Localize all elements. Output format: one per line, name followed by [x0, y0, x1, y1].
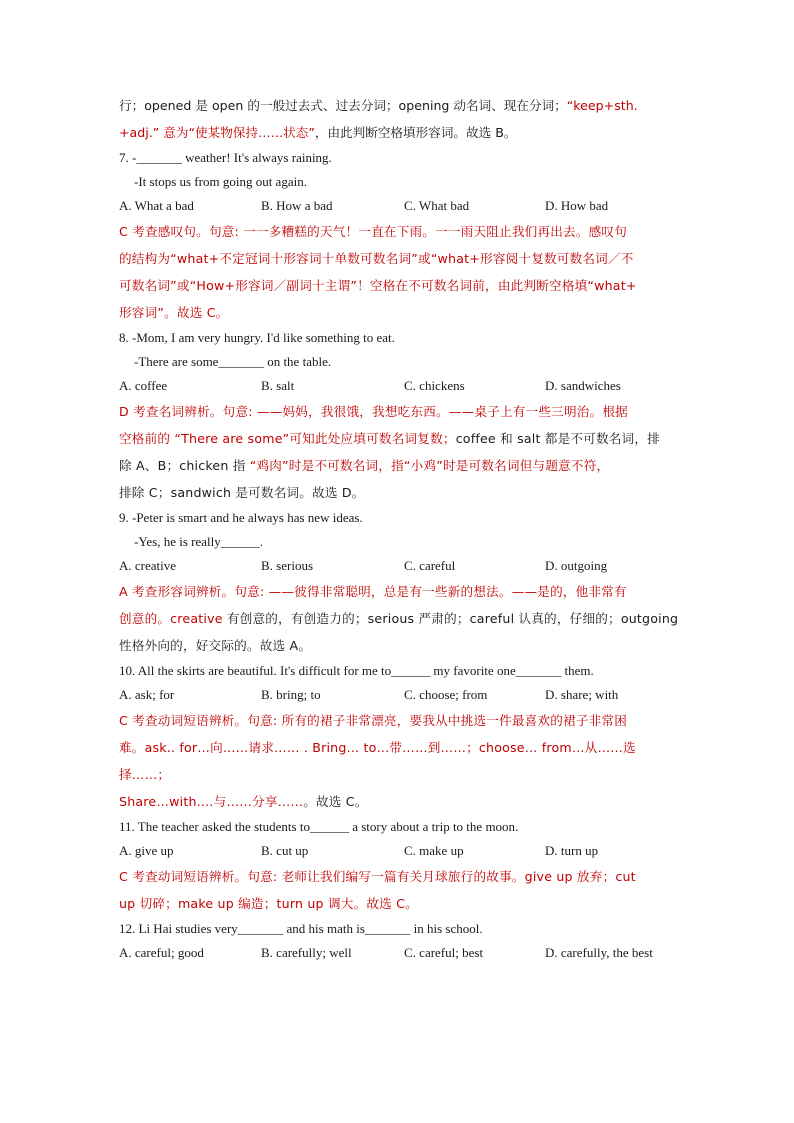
- option-a: A. give up: [119, 843, 174, 858]
- option-a: A. ask; for: [119, 687, 175, 702]
- question-stem: 9. -Peter is smart and he always has new ideas.: [119, 510, 363, 525]
- text: 排除 C；sandwich 是可数名词。故选 D。: [119, 485, 365, 500]
- text: 难。ask.. for…向……请求…… . Bring… to…带……到……；choose… from…从……选: [119, 740, 636, 755]
- answer-explanation: [119, 863, 679, 917]
- text: 空格前的: [119, 431, 171, 446]
- question-stem: 11. The teacher asked the students to______ a story about a trip to the moon.: [119, 819, 519, 834]
- option-d: D. outgoing: [545, 558, 608, 573]
- text: A 考查形容词辨析。句意:: [119, 584, 269, 599]
- question-8: [119, 326, 679, 506]
- text: 可数名词”或“How+形容词／副词十主谓”！空格在不可数名词前，由此判断空格填“what+: [119, 278, 637, 293]
- option-c: C. choose; from: [404, 687, 488, 702]
- answer-explanation: [119, 398, 679, 506]
- options: [119, 839, 679, 863]
- answer-explanation: [119, 707, 679, 815]
- text: “鸡肉”时是不可数名词，指“小鸡”时是可数名词但与题意不符，: [245, 458, 610, 473]
- text: 有创意的，有创造力的；serious 严肃的；careful 认真的，仔细的；outgoing: [226, 611, 679, 626]
- prev-answer-explanation: [119, 92, 679, 146]
- text: D 考查名词辨析。句意:: [119, 404, 257, 419]
- option-a: A. What a bad: [119, 198, 194, 213]
- option-b: B. carefully; well: [261, 945, 352, 960]
- text: ，由此判断空格填形容词。故选 B。: [314, 125, 517, 140]
- question-11: [119, 815, 679, 917]
- options: [119, 554, 679, 578]
- answer-explanation: [119, 578, 679, 659]
- question-7: [119, 146, 679, 326]
- text: “There are some”可知此处应填可数名词复数；: [170, 431, 456, 446]
- text: 行；opened 是 open 的一般过去式、过去分词；opening 动名词、现在分词；: [119, 98, 567, 113]
- options: [119, 374, 679, 398]
- text: 择……；: [119, 767, 171, 782]
- text: “keep+sth.: [566, 98, 638, 113]
- text: 形容词”。故选 C。: [119, 305, 229, 320]
- text: up 切碎；make up 编造；turn up 调大。故选 C。: [119, 896, 418, 911]
- option-c: C. make up: [404, 843, 464, 858]
- text: 性格外向的，好交际的。故选 A。: [119, 638, 312, 653]
- option-c: C. careful: [404, 558, 456, 573]
- option-c: C. chickens: [404, 378, 465, 393]
- text: +adj.” 意为“使某物保持……状态”: [119, 125, 315, 140]
- question-stem-reply: -There are some_______ on the table.: [134, 354, 332, 369]
- question-stem: 8. -Mom, I am very hungry. I'd like something to eat.: [119, 330, 395, 345]
- question-stem-reply: -It stops us from going out again.: [134, 174, 307, 189]
- text: ——妈妈，我很饿，我想吃东西。: [256, 404, 449, 419]
- page-content: [119, 92, 679, 965]
- options: [119, 194, 679, 218]
- option-d: D. carefully, the best: [545, 945, 653, 960]
- text: 除 A、B；chicken 指: [119, 458, 246, 473]
- option-c: C. careful; best: [404, 945, 484, 960]
- option-d: D. share; with: [545, 687, 619, 702]
- option-a: A. creative: [119, 558, 177, 573]
- option-b: B. How a bad: [261, 198, 333, 213]
- text: give up 放弃；cut: [524, 869, 636, 884]
- options: [119, 683, 679, 707]
- text: 的结构为“what+不定冠词十形容词十单数可数名词”或“what+形容阅十复数可数名词／不: [119, 251, 634, 266]
- text: ——桌子上有一些三明治。根据: [448, 404, 628, 419]
- text: Share…with.…与……分享……: [119, 794, 304, 809]
- question-stem: 7. -_______ weather! It's always raining.: [119, 150, 332, 165]
- text: C 考查动词短语辨析。句意: 所有的裙子非常漂亮，要我从中挑选一件最喜欢的裙子非常困: [119, 713, 628, 728]
- option-d: D. turn up: [545, 843, 599, 858]
- option-a: A. careful; good: [119, 945, 204, 960]
- option-b: B. serious: [261, 558, 313, 573]
- option-b: B. bring; to: [261, 687, 321, 702]
- question-12: [119, 917, 679, 965]
- question-9: [119, 506, 679, 659]
- text: C 考查感叹句。句意: 一一多糟糕的天气！一直在下雨。一一雨天阻止我们再出去。感叹句: [119, 224, 628, 239]
- option-c: C. What bad: [404, 198, 470, 213]
- question-stem-reply: -Yes, he is really______.: [134, 534, 264, 549]
- answer-explanation: [119, 218, 679, 326]
- question-10: [119, 659, 679, 815]
- text: 创意的。creative: [119, 611, 227, 626]
- question-stem: 12. Li Hai studies very_______ and his math is_______ in his school.: [119, 921, 483, 936]
- option-b: B. salt: [261, 378, 295, 393]
- option-d: D. sandwiches: [545, 378, 621, 393]
- text: ——彼得非常聪明，总是有一些新的想法。——是的，他非常有: [268, 584, 627, 599]
- option-b: B. cut up: [261, 843, 309, 858]
- options: [119, 941, 679, 965]
- text: C 考查动词短语辨析。句意: 老师让我们编写一篇有关月球旅行的故事。: [119, 869, 525, 884]
- question-stem: 10. All the skirts are beautiful. It's difficult for me to______ my favorite one_______ them.: [119, 663, 594, 678]
- text: coffee 和 salt 都是不可数名词，排: [455, 431, 660, 446]
- text: 。故选 C。: [303, 794, 368, 809]
- option-a: A. coffee: [119, 378, 168, 393]
- option-d: D. How bad: [545, 198, 609, 213]
